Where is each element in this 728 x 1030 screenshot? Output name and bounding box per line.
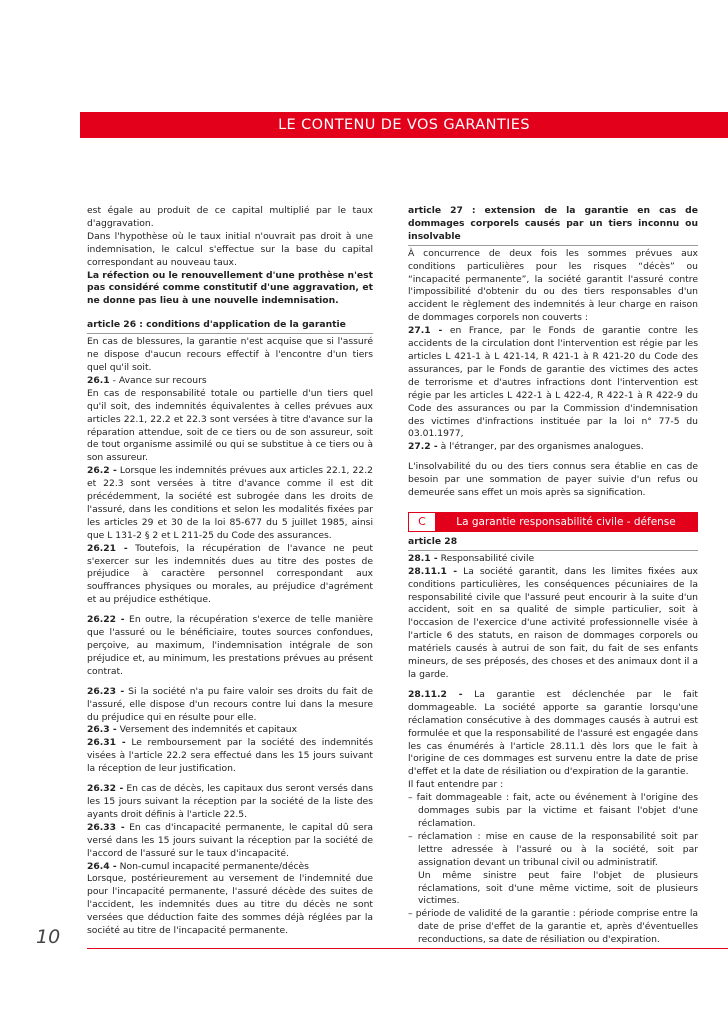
clause-number: 28.11.1 -: [408, 565, 458, 577]
definition-item: – fait dommageable : fait, acte ou événement à l'origine des dommages subis par la victime et faisant l'objet d'une réclamation.: [408, 792, 698, 829]
clause-title: Non-cumul incapacité permanente/décès: [116, 860, 309, 872]
clause-title: - Avance sur recours: [109, 374, 207, 386]
paragraph: est égale au produit de ce capital multiplié par le taux d'aggravation.: [87, 205, 373, 229]
clause-number: 27.2 -: [408, 441, 438, 453]
right-column: [408, 205, 698, 947]
paragraph: Il faut entendre par :: [408, 779, 504, 791]
clause-26-23: [87, 686, 373, 725]
clause-text: La société garantit, dans les limites fixées aux conditions particulières, les conséquences pécuniaires de la responsabilité civile que l'assuré peut encourir à la suite d'un accident, soit en sa qualité de simple particulier, soit à l'occasion de l'exercice d'une activité professionnelle visée à l'article 6 des statuts, en raison de dommages corporels ou matériels causés à autrui de son fait, du fait de ses enfants mineurs, de ses préposés, des choses et des animaux dont il a la garde.: [408, 565, 698, 680]
clause-text: En cas d'incapacité permanente, le capital dû sera versé dans les 15 jours suivant la réception par la société de l'accord de l'assuré sur le taux d'incapacité.: [87, 821, 374, 859]
clause-26-32: [87, 783, 373, 822]
clause-26-33: [87, 822, 373, 861]
clause-number: 28.1 -: [408, 552, 438, 564]
clause-text: Toutefois, la récupération de l'avance ne peut s'exercer sur les indemnités dues au titre des postes de préjudice à caractère personnel correspondant aux souffrances physiques ou morales, au préjudice d'agrément et au préjudice esthétique.: [87, 542, 373, 606]
paragraph: Lorsque, postérieurement au versement de l'indemnité due pour l'incapacité permanente, l'assuré décède des suites de l'accident, les indemnités dues au titre du décès ne sont versées que déduction faite des sommes déjà réglées par la société au titre de l'incapacité permanente.: [87, 873, 373, 937]
clause-number: 26.22 -: [87, 614, 125, 626]
clause-text: Si la société n'a pu faire valoir ses droits du fait de l'assuré, elle dispose d'un recours contre lui dans la mesure du préjudice qui en résulte pour elle.: [87, 685, 374, 723]
paragraph: À concurrence de deux fois les sommes prévues aux conditions particulières pour les risques “décès” ou “incapacité permanente”, la société garantit l'assuré contre l'impossibilité d'obtenir du ou des tiers responsables d'un accident le règlement des indemnités à leur charge en raison de dommages corporels non couverts :: [408, 247, 698, 324]
left-column: [87, 205, 373, 938]
clause-28-11-2: [408, 689, 698, 779]
clause-27-1: [408, 325, 698, 441]
paragraph: L'insolvabilité du ou des tiers connus sera établie en cas de besoin par une sommation de payer suivie d'un refus ou demeurée sans effet un mois après sa signification.: [408, 461, 698, 499]
paragraph: Dans l'hypothèse où le taux initial n'ouvrait pas droit à une indemnisation, le calcul s'effectue sur la base du capital correspondant au nouveau taux.: [87, 230, 373, 268]
clause-28-11-1: [408, 566, 698, 682]
section-letter: C: [409, 513, 435, 531]
clause-26-21: [87, 543, 373, 608]
clause-27-2: [408, 441, 698, 454]
clause-number: 26.32 -: [87, 783, 124, 795]
clause-number: 26.2 -: [87, 465, 117, 477]
paragraph: En cas de responsabilité totale ou partielle d'un tiers quel qu'il soit, des indemnités équivalentes à celles prévues aux articles 22.1, 22.2 et 22.3 sont versées à titre d'avance sur la réparation attendue, soit de ce tiers ou de son assureur, soit de tout organisme assimilé ou qui se substitue à ce tiers ou à son assureur.: [87, 387, 373, 464]
clause-text: Versement des indemnités et capitaux: [116, 724, 298, 736]
definition-note: Un même sinistre peut faire l'objet de plusieurs réclamations, soit d'une même victime, soit de plusieurs victimes.: [418, 869, 698, 907]
article-28-heading: article 28: [408, 536, 698, 551]
clause-26-3: [87, 724, 373, 737]
page-number: 10: [36, 926, 61, 948]
paragraph: En cas de blessures, la garantie n'est acquise que si l'assuré ne dispose d'aucun recours effectif à l'encontre d'un tiers quel qu'il soit.: [87, 336, 373, 373]
clause-text: en France, par le Fonds de garantie contre les accidents de la circulation dont l'intervention est régie par les articles L 421-1 à L 421-14, R 421-1 à R 421-20 du Code des assurances, par le Fonds de garantie des victimes des actes de terrorisme et d'autres infractions dont l'intervention est régie par les articles L 422-1 à L 422-4, R 422-1 à R 422-9 du Code des assurances ou par la Commission d'indemnisation des victimes d'infractions instituée par la loi n° 77-5 du 03.01.1977,: [408, 325, 698, 440]
section-title: La garantie responsabilité civile - défense: [456, 515, 676, 528]
clause-text: En cas de décès, les capitaux dus seront versés dans les 15 jours suivant la réception par la société de la liste des ayants droit définis à l'article 22.5.: [87, 783, 373, 820]
clause-28-1-title: [408, 553, 698, 566]
clause-text: Lorsque les indemnités prévues aux articles 22.1, 22.2 et 22.3 sont versées à titre d'avance comme il est dit précédemment, la société est subrogée dans les droits de l'assuré, dans les conditions et selon les modalités fixées par les articles 29 et 30 de la loi 85-677 du 5 juillet 1985, ainsi que L 131-2 § 2 et L 211-25 du Code des assurances.: [87, 465, 373, 541]
clause-26-22: [87, 614, 373, 679]
footer-rule: [87, 948, 728, 949]
clause-26-4-title: [87, 861, 373, 874]
clause-number: 26.3 -: [87, 724, 117, 736]
article-26-heading: article 26 : conditions d'application de la garantie: [87, 319, 373, 334]
section-banner: LE CONTENU DE VOS GARANTIES: [80, 112, 728, 138]
clause-title: Responsabilité civile: [437, 552, 535, 564]
clause-26-31: [87, 737, 373, 776]
clause-text: La garantie est déclenchée par le fait dommageable. La société apporte sa garantie lorsqu'une réclamation consécutive à des dommages causés à autrui est formulée et que la responsabilité de l'assuré est engagée dans les cas énumérés à l'article 28.11.1 dès lors que le fait à l'origine de ces dommages est survenu entre la date de prise d'effet et la date de résiliation ou d'expiration de la garantie.: [408, 688, 698, 778]
definition-item: – période de validité de la garantie : période comprise entre la date de prise d'effet de la garantie et, après d'éventuelles reconductions, sa date de résiliation ou d'expiration.: [408, 908, 698, 946]
clause-number: 26.4 -: [87, 860, 117, 872]
clause-text: En outre, la récupération s'exerce de telle manière que l'assuré ou le bénéficiaire, toutes sources confondues, perçoive, au maximum, l'indemnisation intégrale de son préjudice et, au minimum, les prestations prévues au présent contrat.: [87, 614, 373, 677]
paragraph-bold: La réfection ou le renouvellement d'une prothèse n'est pas considéré comme constitutif d'une aggravation, et ne donne pas lieu à une nouvelle indemnisation.: [87, 269, 373, 307]
article-27-heading: article 27 : extension de la garantie en cas de dommages corporels causés par un tiers inconnu ou insolvable: [408, 205, 698, 246]
clause-26-2: [87, 465, 373, 542]
clause-number: 26.1: [87, 374, 110, 386]
clause-text: Le remboursement par la société des indemnités visées à l'article 22.2 sera effectué dans les 15 jours suivant la réception de leur justification.: [87, 737, 374, 775]
clause-text: à l'étranger, par des organismes analogues.: [437, 441, 644, 453]
clause-number: 26.21 -: [87, 542, 128, 554]
clause-number: 26.31 -: [87, 737, 126, 749]
clause-number: 28.11.2 -: [408, 688, 463, 700]
clause-number: 27.1 -: [408, 325, 443, 337]
clause-number: 26.33 -: [87, 821, 125, 833]
section-c-bar: [408, 512, 698, 532]
clause-26-1-title: [87, 375, 373, 388]
clause-number: 26.23 -: [87, 685, 125, 697]
definition-item: – réclamation : mise en cause de la responsabilité soit par lettre adressée à l'assuré ou à la société, soit par assignation devant un tribunal civil ou administratif.: [408, 830, 698, 868]
